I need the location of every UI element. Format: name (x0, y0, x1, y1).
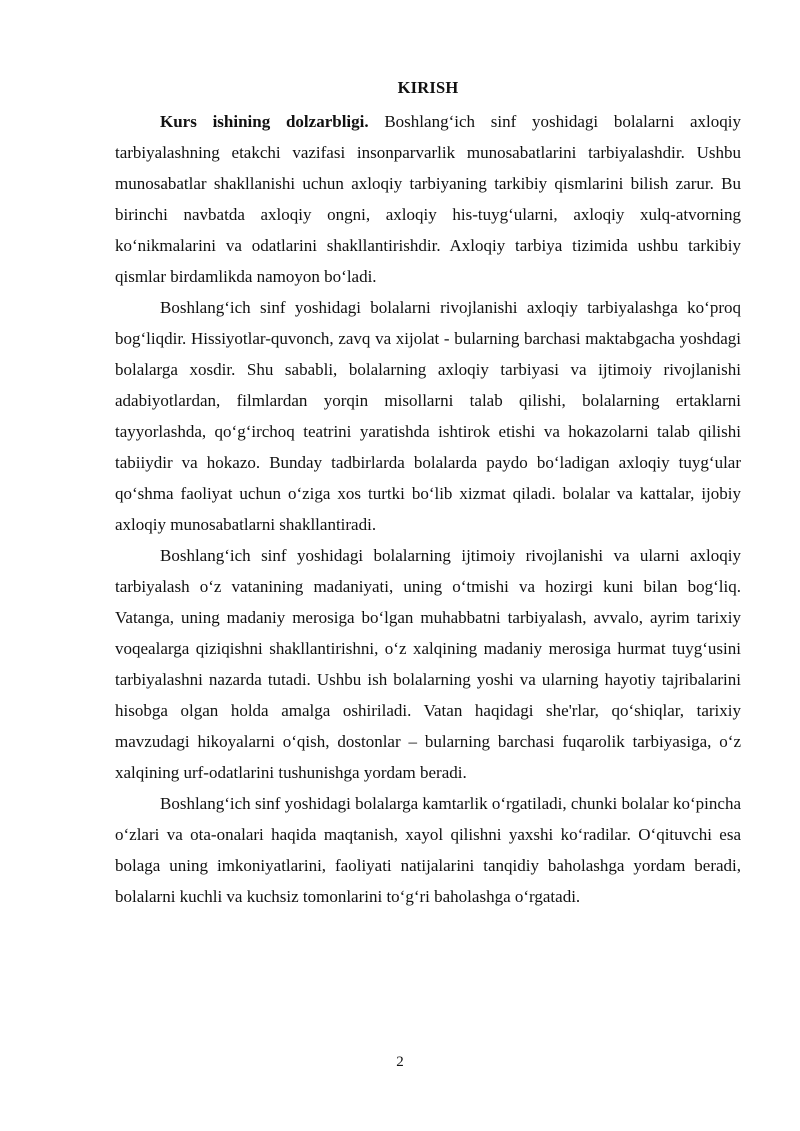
document-page (115, 74, 741, 912)
paragraph-development: Boshlang‘ich sinf yoshidagi bolalarni rivojlanishi axloqiy tarbiyalashga ko‘proq bog‘liqdir. Hissiyotlar-quvonch, zavq va xijolat - bularning barchasi maktabgacha yoshdagi bolalarga xosdir. Shu sababli, bolalarning axloqiy tarbiyasi va ijtimoiy rivojlanishi adabiyotlardan, filmlardan yorqin misollarni talab qilishi, bolalarning ertaklarni tayyorlashda, qo‘g‘irchoq teatrini yaratishda ishtirok etishi va hokazolarni talab qilishi tabiiydir va hokazo. Bunday tadbirlarda bolalarda paydo bo‘ladigan axloqiy tuyg‘ular qo‘shma faoliyat uchun o‘ziga xos turtki bo‘lib xizmat qiladi. bolalar va kattalar, ijobiy axloqiy munosabatlarni shakllantiradi. (115, 298, 741, 534)
paragraph-social: Boshlang‘ich sinf yoshidagi bolalarning ijtimoiy rivojlanishi va ularni axloqiy tarbiyalash o‘z vatanining madaniyati, uning o‘tmishi va hozirgi kuni bilan bog‘liq. Vatanga, uning madaniy merosiga bo‘lgan muhabbatni tarbiyalash, avvalo, ayrim tarixiy voqealarga qiziqishni shakllantirishni, o‘z xalqining madaniy merosiga hurmat tuyg‘usini tarbiyalashni nazarda tutadi. Ushbu ish bolalarning yoshi va ularning hayotiy tajribalarini hisobga olgan holda amalga oshiriladi. Vatan haqidagi she'rlar, qo‘shiqlar, tarixiy mavzudagi hikoyalarni o‘qish, dostonlar – bularning barchasi fuqarolik tarbiyasiga, o‘z xalqining urf-odatlarini tushunishga yordam beradi. (115, 546, 741, 782)
page-number: 2 (396, 1054, 404, 1070)
paragraph-relevance (115, 106, 741, 292)
paragraph-modesty: Boshlang‘ich sinf yoshidagi bolalarga kamtarlik o‘rgatiladi, chunki bolalar ko‘pincha o‘zlari va ota-onalari haqida maqtanish, xayol qilishni yaxshi ko‘radilar. O‘qituvchi esa bolaga uning imkoniyatlarini, faoliyati natijalarini tanqidiy baholashga yordam beradi, bolalarni kuchli va kuchsiz tomonlarini to‘g‘ri baholashga o‘rgatadi. (115, 794, 741, 906)
page-title: KIRISH (397, 78, 459, 97)
paragraph-text: Boshlang‘ich sinf yoshidagi bolalarni axloqiy tarbiyalashning etakchi vazifasi insonparvarlik munosabatlarini tarbiyalashdir. Ushbu munosabatlar shakllanishi uchun axloqiy tarbiyaning tarkibiy qismlarini bilish zarur. Bu birinchi navbatda axloqiy ongni, axloqiy his-tuyg‘ularni, axloqiy xulq-atvorning ko‘nikmalarini va odatlarini shakllantirishdir. Axloqiy tarbiya tizimida ushbu tarkibiy qismlar birdamlikda namoyon bo‘ladi. (115, 112, 741, 286)
paragraph-lead: Kurs ishining dolzarbligi. (160, 112, 369, 131)
